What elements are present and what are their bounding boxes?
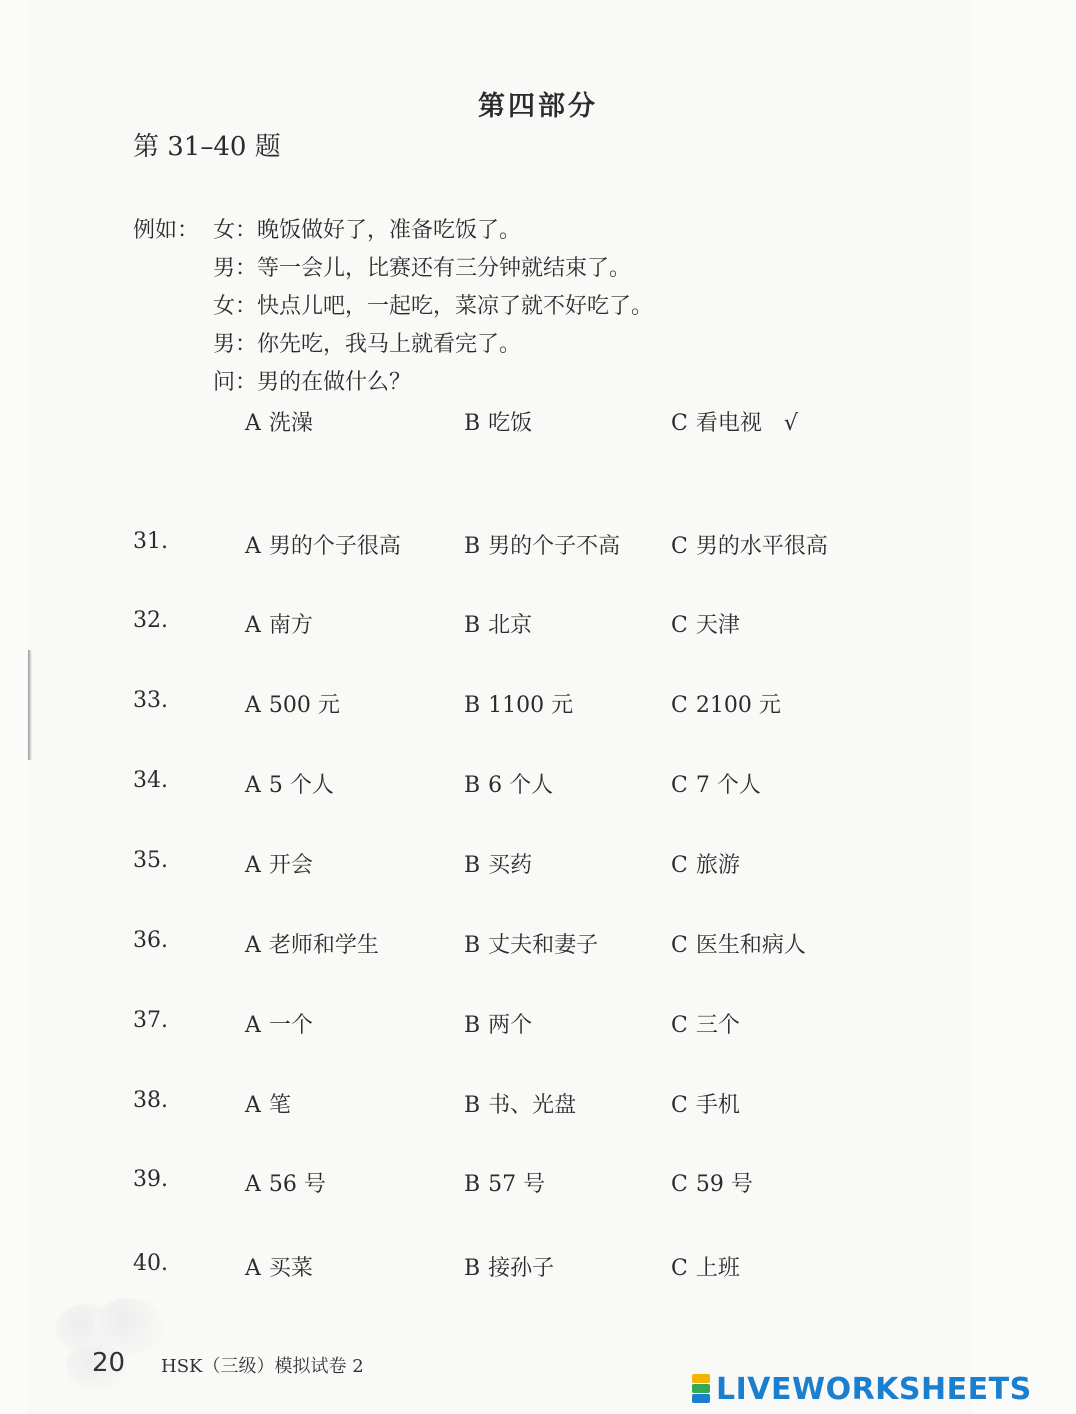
option-text: 男的个子很高 [268,534,401,559]
option-text: 买药 [488,853,533,878]
question-number: 35. [133,848,168,873]
option-letter: C [671,693,688,718]
question-number: 34. [133,768,168,793]
question-number: 32. [133,608,168,633]
option-letter: C [671,613,688,638]
question-number: 33. [133,688,168,713]
question-row [0,1251,1000,1291]
question-number: 38. [133,1088,168,1113]
option-text: 开会 [268,853,313,878]
option-text: 北京 [488,613,533,638]
example-option-b: B 吃饭 [464,411,533,436]
option-text: 56 号 [268,1172,326,1197]
example-dialogue-line: 男：等一会儿，比赛还有三分钟就结束了。 [213,256,632,281]
answer-option-a [245,1008,313,1039]
answer-option-b [464,1251,554,1282]
answer-option-a [245,1167,326,1198]
option-text: 57 号 [488,1172,546,1197]
answer-option-b [464,1088,576,1119]
answer-option-b [464,768,553,799]
answer-option-c [671,848,740,879]
option-text: 上班 [695,1256,740,1281]
option-letter: A [245,773,261,798]
option-letter: A [245,1256,261,1281]
example-option-c: C 看电视 √ [671,411,798,436]
answer-option-a [245,1251,313,1282]
example-dialogue-line: 女：快点儿吧，一起吃，菜凉了就不好吃了。 [213,294,654,319]
option-text: 1100 元 [488,693,574,718]
option-text: 接孙子 [488,1256,555,1281]
answer-option-a [245,768,334,799]
option-letter: B [464,933,481,958]
option-letter: C [671,773,688,798]
example-line [133,288,653,326]
answer-option-b [464,928,598,959]
option-letter: A [245,853,261,878]
question-number: 40. [133,1251,168,1276]
answer-option-a [245,928,379,959]
option-letter: C [671,1256,688,1281]
liveworksheets-logo-icon [692,1374,710,1404]
answer-option-a [245,529,401,560]
option-text: 南方 [268,613,313,638]
answer-option-b [464,529,620,560]
answer-option-c [671,928,806,959]
option-letter: A [245,1172,261,1197]
option-letter: B [464,1172,481,1197]
option-letter: B [464,1013,481,1038]
example-option-a: A 洗澡 [245,411,313,436]
option-text: 手机 [695,1093,740,1118]
option-text: 笔 [268,1093,291,1118]
option-text: 2100 元 [695,693,781,718]
answer-option-b [464,688,573,719]
option-text: 一个 [268,1013,313,1038]
option-letter: B [464,693,481,718]
book-title: HSK（三级）模拟试卷 2 [161,1356,364,1377]
example-line [133,212,653,250]
example-dialogue-line: 男：你先吃，我马上就看完了。 [213,332,522,357]
option-text: 男的个子不高 [488,534,621,559]
option-letter: B [464,534,481,559]
option-text: 三个 [695,1013,740,1038]
question-row [0,1088,1000,1128]
question-range: 第 31–40 题 [133,132,281,162]
option-letter: B [464,853,481,878]
example-line [133,250,653,288]
question-number: 39. [133,1167,168,1192]
liveworksheets-brand[interactable] [692,1372,1032,1406]
answer-option-a [245,608,313,639]
option-text: 5 个人 [268,773,334,798]
option-text: 两个 [488,1013,533,1038]
option-text: 59 号 [695,1172,753,1197]
question-row [0,529,1000,569]
option-letter: B [464,1256,481,1281]
example-question: 问：男的在做什么？ [213,370,412,395]
answer-option-b [464,1008,532,1039]
page-number: 20 [92,1348,126,1378]
option-letter: B [464,613,481,638]
option-letter: A [245,613,261,638]
answer-option-a [245,848,313,879]
answer-option-c [671,688,781,719]
answer-option-c [671,768,761,799]
option-letter: C [671,933,688,958]
question-row [0,928,1000,968]
answer-option-c [671,1088,740,1119]
brand-name: LIVEWORKSHEETS [716,1371,1032,1407]
answer-option-c [671,1167,753,1198]
example-options [133,406,798,446]
question-row [0,1008,1000,1048]
option-letter: B [464,773,481,798]
question-row [0,608,1000,648]
option-text: 男的水平很高 [695,534,828,559]
section-title: 第四部分 [478,91,598,122]
option-letter: A [245,534,261,559]
option-letter: C [671,1172,688,1197]
example-label: 例如： [133,218,200,243]
question-row [0,848,1000,888]
option-text: 老师和学生 [268,933,379,958]
answer-option-c [671,529,828,560]
option-text: 天津 [695,613,740,638]
answer-option-c [671,1251,740,1282]
answer-option-b [464,1167,545,1198]
question-number: 36. [133,928,168,953]
option-letter: A [245,693,261,718]
example-block [133,212,798,446]
option-text: 买菜 [268,1256,313,1281]
answer-option-c [671,608,740,639]
option-text: 旅游 [695,853,740,878]
option-letter: B [464,1093,481,1118]
question-row [0,688,1000,728]
answer-option-a [245,688,340,719]
option-text: 书、光盘 [488,1093,577,1118]
answer-option-a [245,1088,291,1119]
answer-option-b [464,848,532,879]
example-line [133,364,653,402]
option-letter: C [671,853,688,878]
option-letter: A [245,1093,261,1118]
example-line [133,326,653,364]
example-dialogue-line: 女：晚饭做好了，准备吃饭了。 [213,218,522,243]
answer-option-c [671,1008,740,1039]
option-letter: A [245,1013,261,1038]
option-text: 6 个人 [488,773,554,798]
option-letter: C [671,1013,688,1038]
option-letter: C [671,534,688,559]
answer-option-b [464,608,532,639]
checkmark-icon: √ [783,411,798,436]
question-row [0,768,1000,808]
question-number: 37. [133,1008,168,1033]
option-text: 7 个人 [695,773,761,798]
option-text: 医生和病人 [695,933,806,958]
question-number: 31. [133,529,168,554]
option-letter: C [671,1093,688,1118]
option-letter: A [245,933,261,958]
question-row [0,1167,1000,1207]
option-text: 丈夫和妻子 [488,933,599,958]
option-text: 500 元 [268,693,340,718]
